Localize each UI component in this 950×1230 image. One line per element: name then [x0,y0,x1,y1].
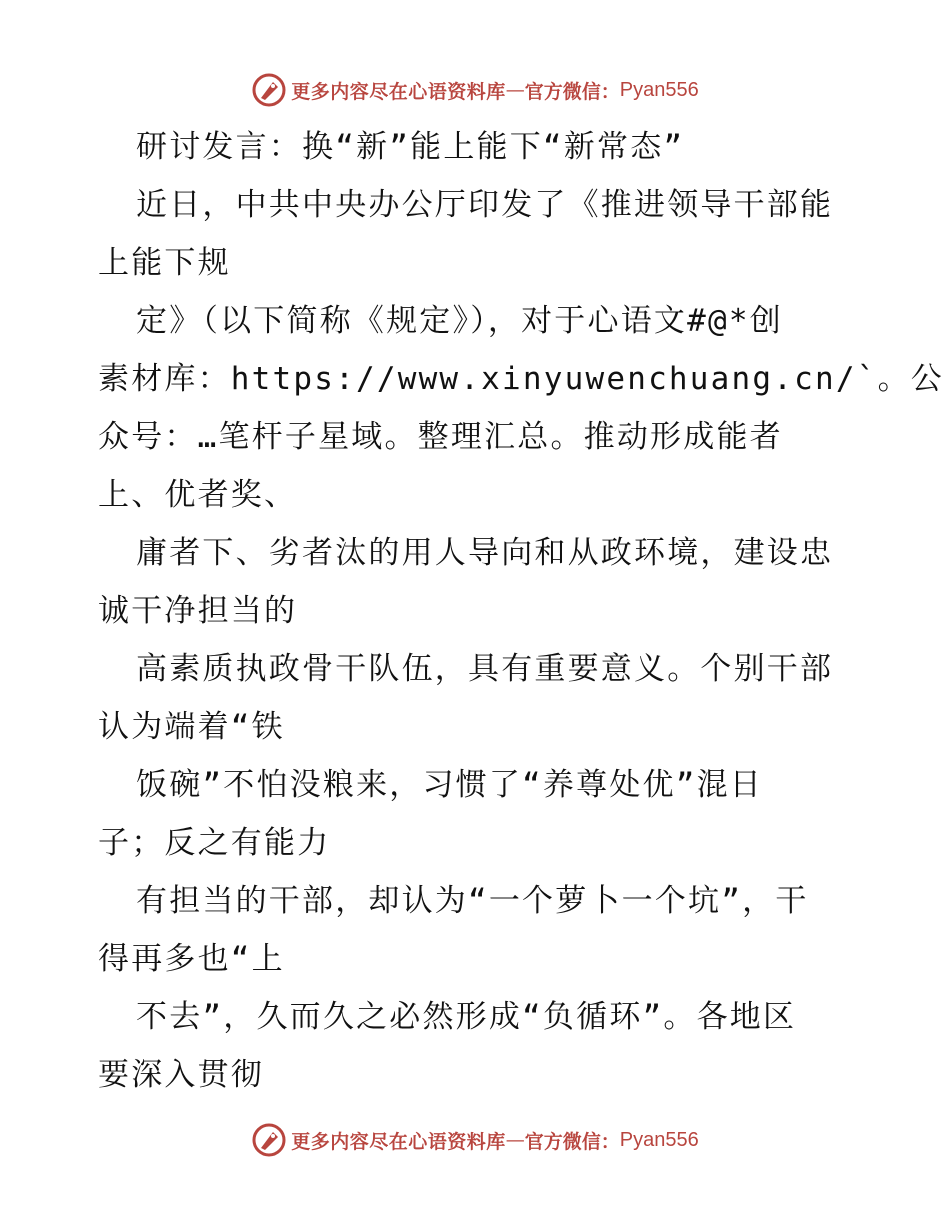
footer-banner [0,1120,950,1160]
document-body [98,118,944,1104]
banner-separator: — [505,79,525,101]
banner-separator: — [505,1129,525,1151]
pen-nib-logo-icon [251,72,287,108]
paragraph-line: 庸者下、劣者汰的用人导向和从政环境，建设忠 [136,535,834,571]
banner-site-text: 更多内容尽在心语资料库 [291,1130,506,1153]
paragraph-line: 素材库：https://www.xinyuwenchuang.cn/`。公 [98,361,944,397]
paragraph-line: 诚干净担当的 [98,593,298,629]
paragraph-line: 要深入贯彻 [98,1057,264,1093]
paragraph-line: 认为端着“铁 [98,709,285,745]
banner-wechat-id: Pyan556 [619,78,699,101]
paragraph-line: 近日，中共中央办公厅印发了《推进领导干部能 [136,187,834,223]
paragraph-line: 有担当的干部，却认为“一个萝卜一个坑”，干 [136,883,809,919]
header-banner [0,70,950,110]
document-title: 研讨发言：换“新”能上能下“新常态” [136,129,685,165]
banner-site-text: 更多内容尽在心语资料库 [291,80,506,103]
paragraph-line: 饭碗”不怕没粮来，习惯了“养尊处优”混日 [136,767,763,803]
paragraph-line: 众号：…笔杆子星域。整理汇总。推动形成能者 [98,419,783,455]
paragraph-line: 高素质执政骨干队伍，具有重要意义。个别干部 [136,651,834,687]
paragraph-line: 定》（以下简称《规定》），对于心语文#@*创 [136,303,783,339]
paragraph-line: 子；反之有能力 [98,825,331,861]
paragraph-line: 上能下规 [98,245,231,281]
banner-wechat-label: 官方微信： [524,80,620,103]
banner-wechat-id: Pyan556 [619,1128,699,1151]
banner-wechat-label: 官方微信： [524,1130,620,1153]
pen-nib-logo-icon [251,1122,287,1158]
paragraph-line: 得再多也“上 [98,941,285,977]
paragraph-line: 不去”，久而久之必然形成“负循环”。各地区 [136,999,797,1035]
paragraph-line: 上、优者奖、 [98,477,298,513]
